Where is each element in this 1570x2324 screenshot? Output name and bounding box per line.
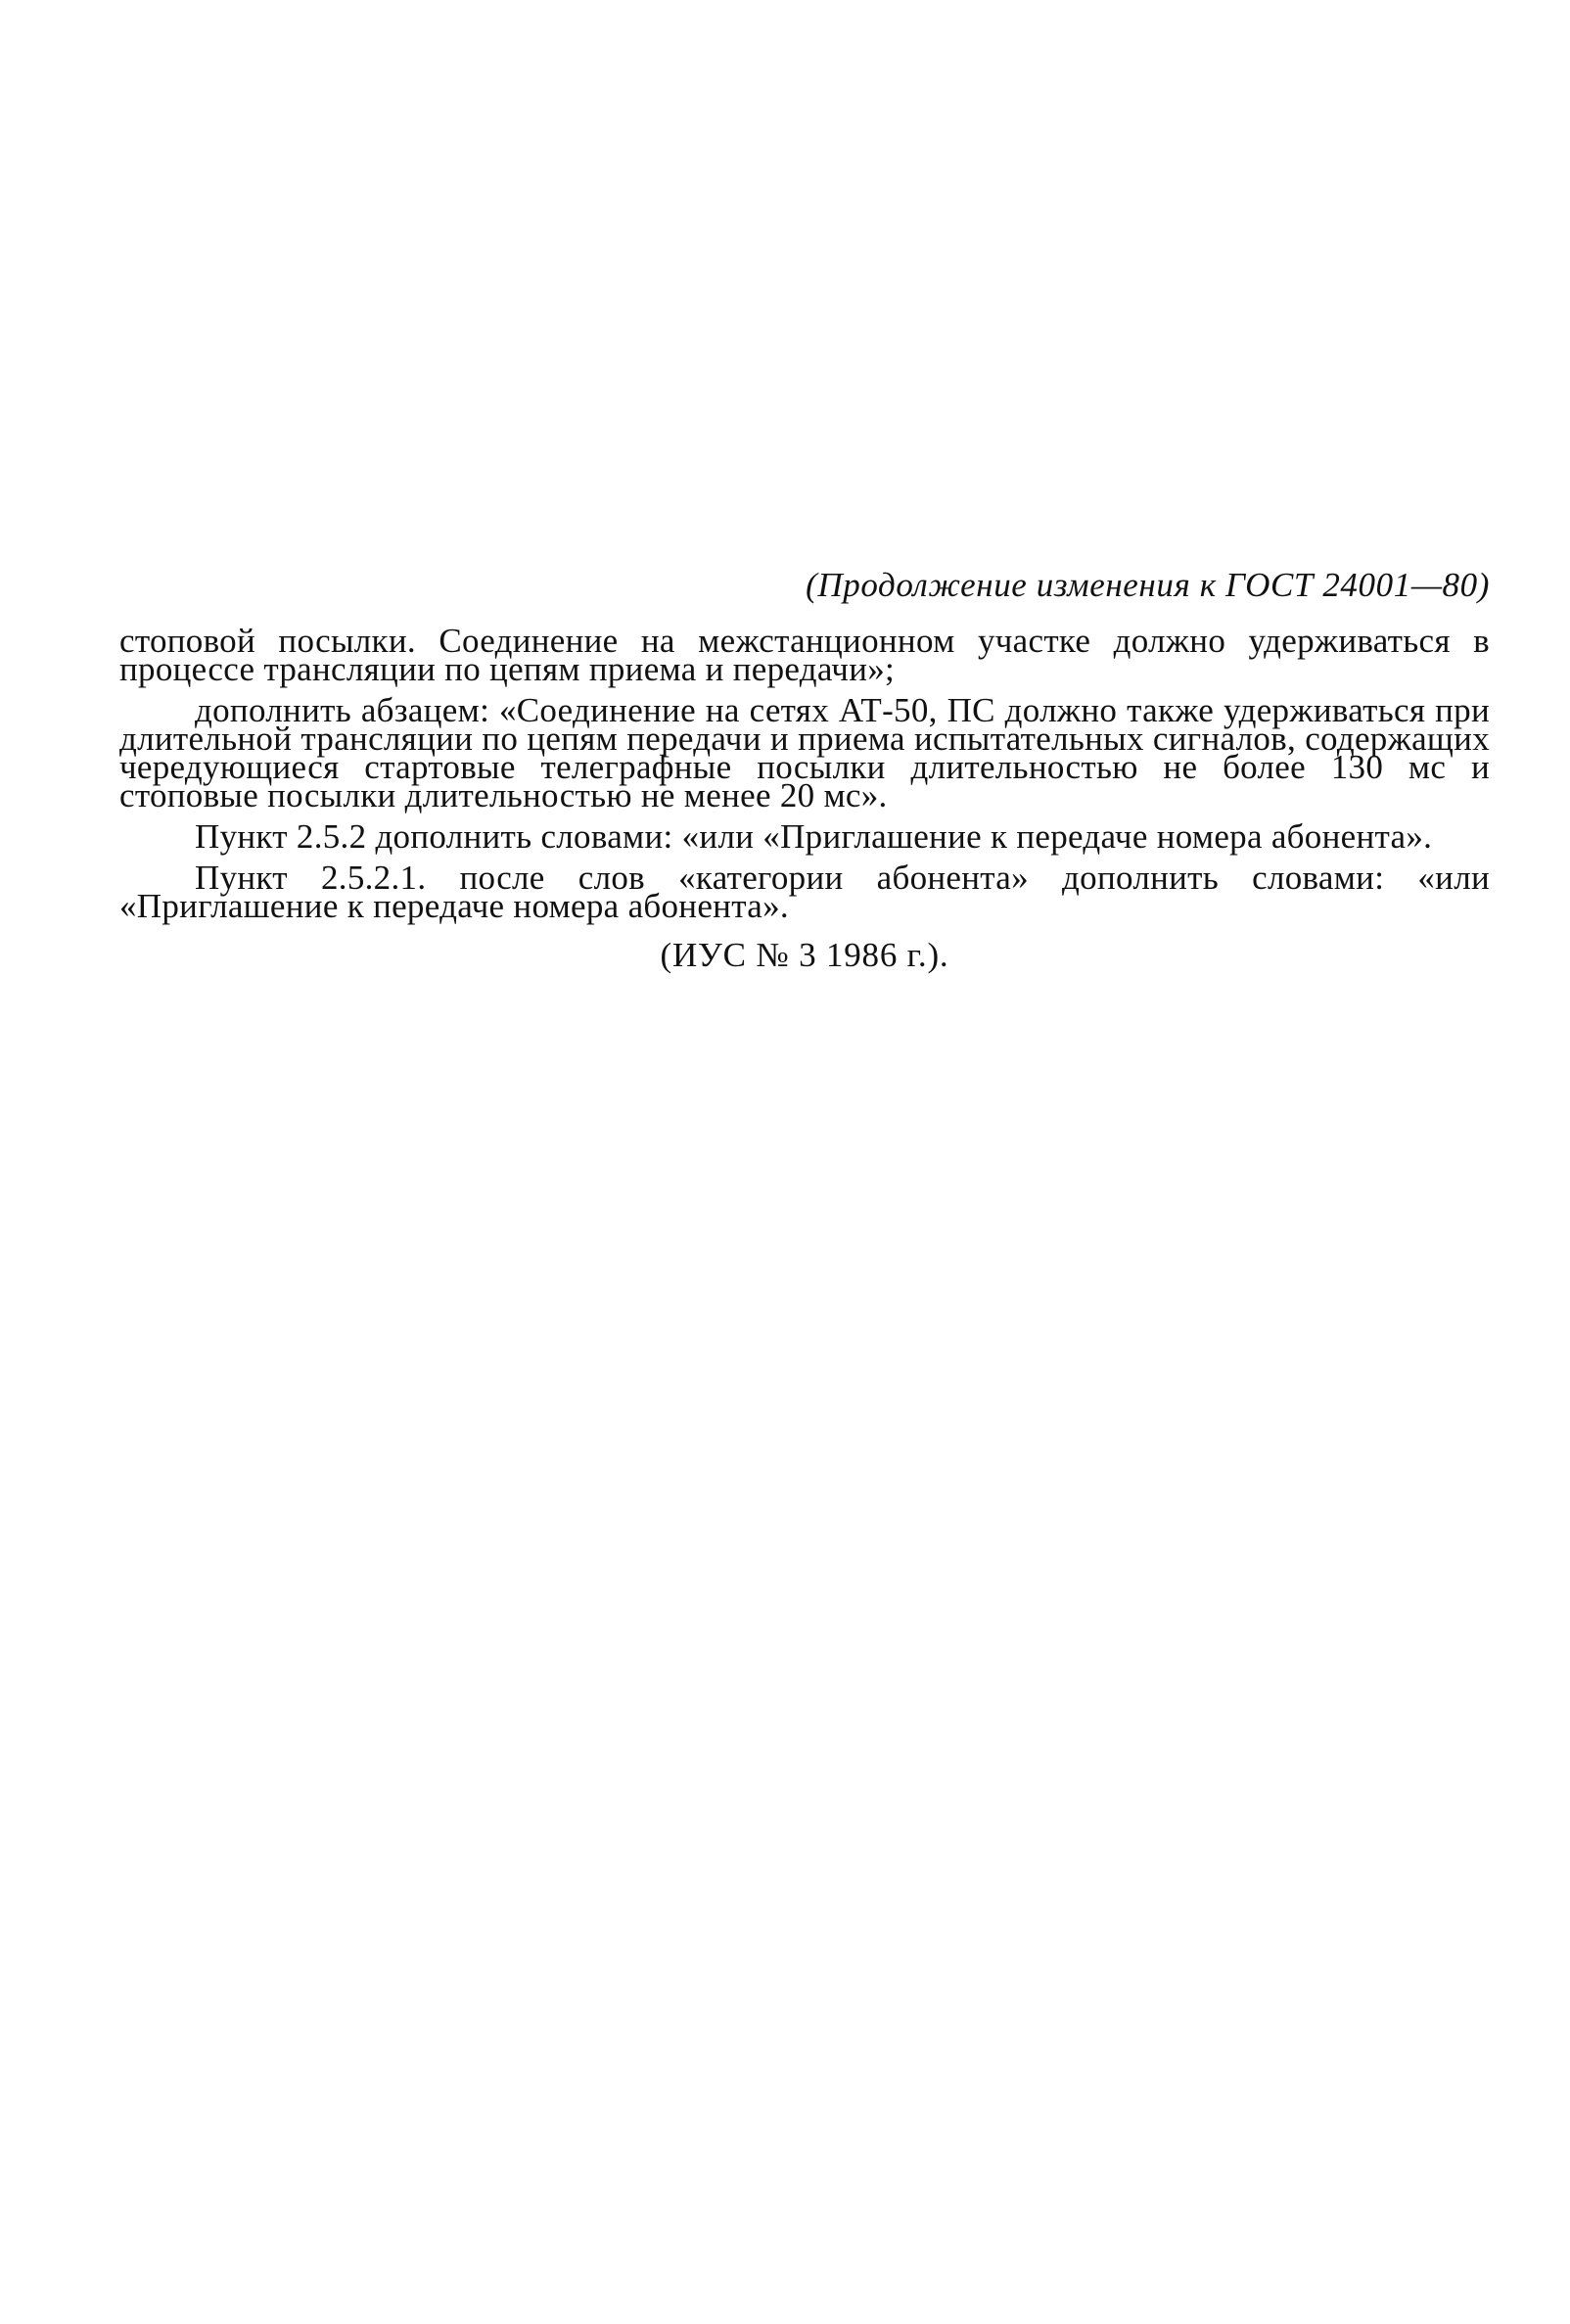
source-reference: (ИУС № 3 1986 г.). [660,936,949,974]
amendment-text-block [119,566,1490,975]
paragraph-item-2-5-2-1: Пункт 2.5.2.1. после слов «категории абонента» дополнить словами: «или «Приглашение к передаче номера абонента». [119,859,1490,925]
paragraph-item-2-5-2: Пункт 2.5.2 дополнить словами: «или «Приглашение к передаче номера абонента». [195,817,1433,856]
continuation-header: (Продолжение изменения к ГОСТ 24001—80) [806,566,1490,604]
paragraph-add-clause: дополнить абзацем: «Соединение на сетях АТ-50, ПС должно также удерживаться при длительной трансляции по цепям передачи и приема испытательных сигналов, содержащих чередующиеся стартовые телеграфные посылки длительностью не более 130 мс и стоповые посылки длительностью не менее 20 мс». [119,691,1490,814]
paragraph-continued: стоповой посылки. Соединение на межстанционном участке должно удерживаться в процессе трансляции по цепям приема и передачи»; [119,622,1490,688]
